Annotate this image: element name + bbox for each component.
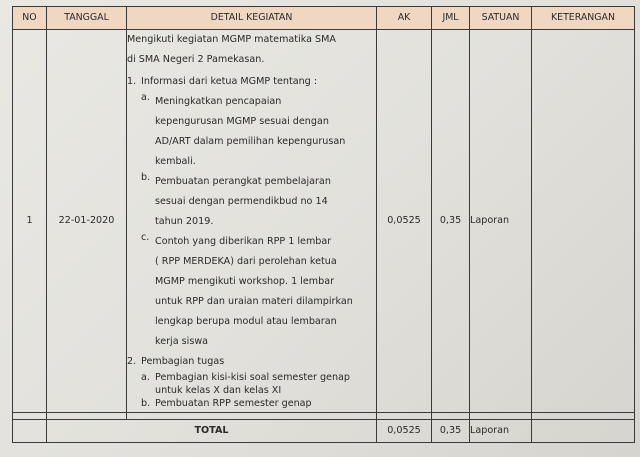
sub-item-letter: b. bbox=[141, 172, 151, 183]
sub-item-letter: a. bbox=[141, 92, 150, 103]
detail-intro bbox=[127, 30, 376, 70]
header-ak: AK bbox=[377, 7, 432, 30]
sub-item-line: Pembagian kisi-kisi soal semester genap bbox=[155, 372, 351, 383]
header-tanggal: TANGGAL bbox=[47, 7, 127, 30]
sub-item bbox=[141, 398, 376, 411]
item-title: Pembagian tugas bbox=[141, 356, 225, 367]
sub-item-line: Pembuatan RPP semester genap bbox=[155, 398, 312, 410]
cell-satuan: Laporan bbox=[470, 30, 532, 413]
item-title: Informasi dari ketua MGMP tentang : bbox=[141, 76, 318, 87]
sub-item-line: Meningkatkan pencapaian bbox=[155, 96, 282, 107]
sub-item-line: untuk kelas X dan kelas XI bbox=[155, 384, 282, 396]
sub-item-letter: c. bbox=[141, 232, 150, 243]
cell-tanggal: 22-01-2020 bbox=[47, 30, 127, 413]
activity-table bbox=[12, 6, 635, 443]
spacer-cell bbox=[13, 412, 47, 419]
spacer-cell bbox=[532, 412, 635, 419]
cell-no: 1 bbox=[13, 30, 47, 413]
sub-item-line: untuk RPP dan uraian materi dilampirkan bbox=[155, 296, 353, 307]
total-row bbox=[13, 419, 635, 442]
total-jml: 0,35 bbox=[432, 419, 470, 442]
cell-keterangan bbox=[532, 30, 635, 413]
sub-item-line: sesuai dengan permendikbud no 14 bbox=[155, 196, 328, 207]
sub-item-line: ( RPP MERDEKA) dari perolehan ketua bbox=[155, 256, 337, 267]
total-keterangan bbox=[532, 419, 635, 442]
sub-item-line: kepengurusan MGMP sesuai dengan bbox=[155, 116, 329, 127]
total-label: TOTAL bbox=[47, 419, 377, 442]
header-detail-kegiatan: DETAIL KEGIATAN bbox=[127, 7, 377, 30]
intro-line: di SMA Negeri 2 Pamekasan. bbox=[127, 54, 265, 65]
sub-item bbox=[141, 92, 376, 172]
sub-item-line: kembali. bbox=[155, 156, 196, 167]
sub-item-line: kerja siswa bbox=[155, 336, 209, 347]
sub-item-line: MGMP mengikuti workshop. 1 lembar bbox=[155, 276, 335, 287]
table-row bbox=[13, 30, 635, 413]
sub-item-line: Pembuatan perangkat pembelajaran bbox=[155, 176, 331, 187]
cell-detail-kegiatan bbox=[127, 30, 377, 413]
sub-item bbox=[141, 372, 376, 397]
list-item bbox=[127, 72, 376, 352]
sub-list bbox=[127, 372, 376, 411]
item-number: 1. bbox=[127, 76, 137, 87]
spacer-row bbox=[13, 412, 635, 419]
total-empty-cell bbox=[13, 419, 47, 442]
spacer-cell bbox=[432, 412, 470, 419]
spacer-cell bbox=[47, 412, 127, 419]
sub-item-line: Contoh yang diberikan RPP 1 lembar bbox=[155, 236, 332, 247]
total-satuan: Laporan bbox=[470, 419, 532, 442]
spacer-cell bbox=[470, 412, 532, 419]
header-keterangan: KETERANGAN bbox=[532, 7, 635, 30]
header-jml: JML bbox=[432, 7, 470, 30]
sub-item-line: lengkap berupa modul atau lembaran bbox=[155, 316, 337, 327]
sub-item bbox=[141, 232, 376, 352]
item-number: 2. bbox=[127, 356, 137, 367]
sub-list bbox=[127, 92, 376, 352]
intro-line: Mengikuti kegiatan MGMP matematika SMA bbox=[127, 34, 336, 45]
sub-item-line: AD/ART dalam pemilihan kepengurusan bbox=[155, 136, 346, 147]
spacer-cell bbox=[377, 412, 432, 419]
detail-list bbox=[127, 72, 376, 411]
sub-item-letter: b. bbox=[141, 398, 151, 410]
list-item bbox=[127, 352, 376, 411]
header-satuan: SATUAN bbox=[470, 7, 532, 30]
spacer-cell bbox=[127, 412, 377, 419]
total-ak: 0,0525 bbox=[377, 419, 432, 442]
cell-ak: 0,0525 bbox=[377, 30, 432, 413]
sub-item bbox=[141, 172, 376, 232]
header-no: NO bbox=[13, 7, 47, 30]
sub-item-letter: a. bbox=[141, 372, 150, 383]
sub-item-line: tahun 2019. bbox=[155, 216, 214, 227]
header-row bbox=[13, 7, 635, 30]
cell-jml: 0,35 bbox=[432, 30, 470, 413]
